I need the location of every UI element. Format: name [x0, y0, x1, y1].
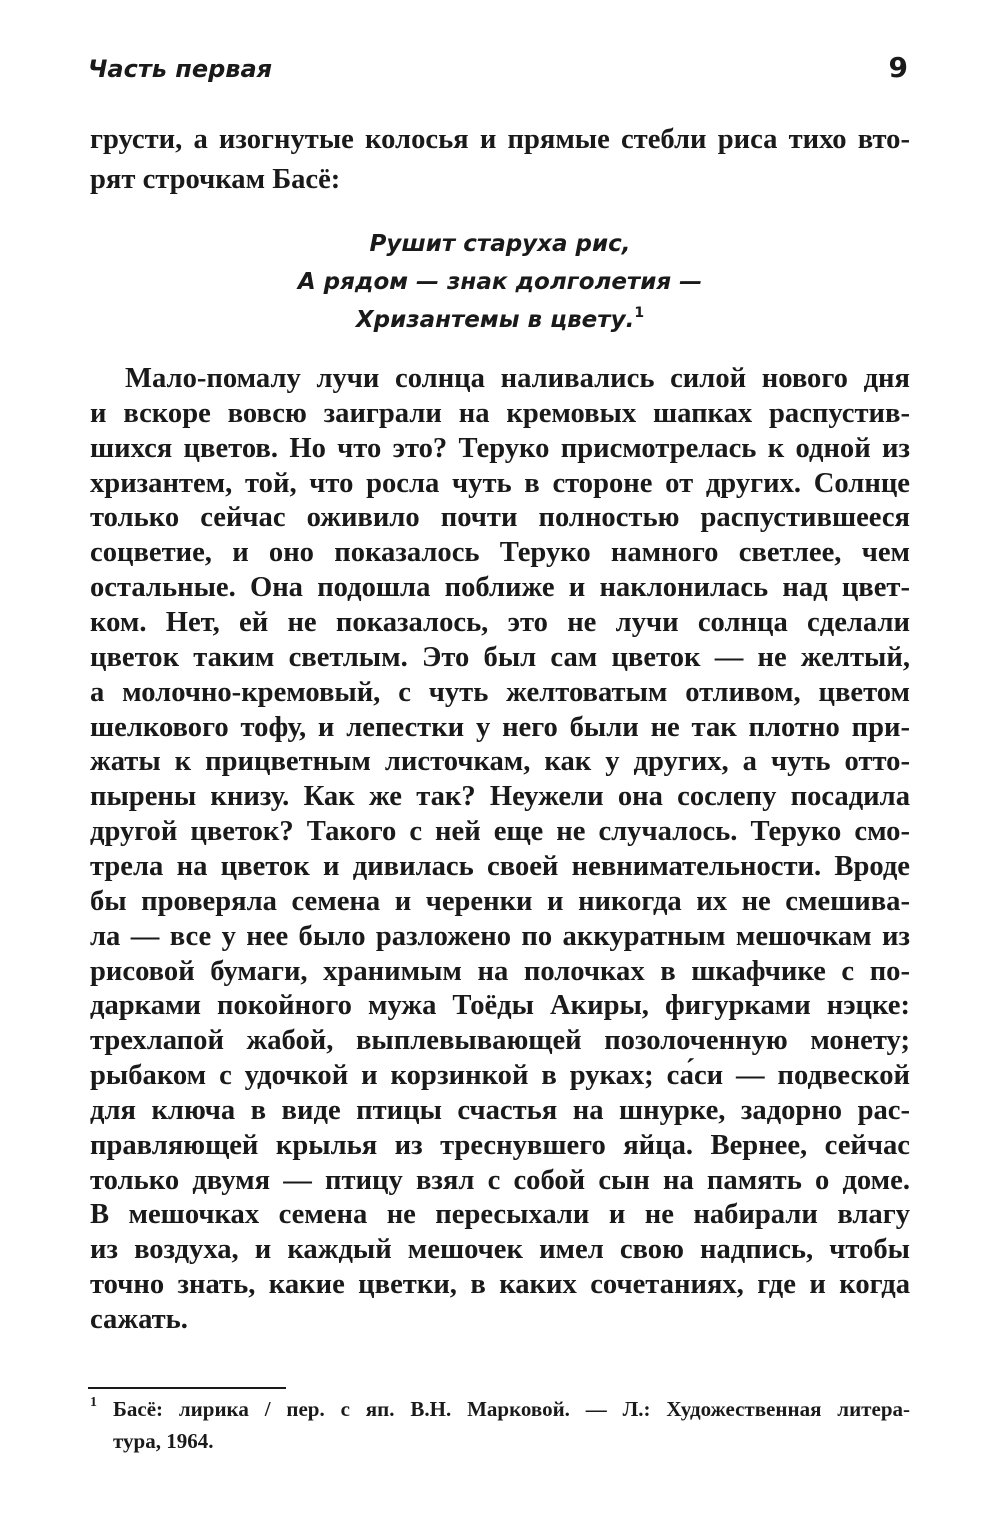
running-head: Часть первая [88, 55, 273, 83]
paragraph-line: соцветие, и оно показалось Теруко намного светлее, чем [90, 537, 910, 569]
paragraph-line: ла — все у нее было разложено по аккуратным мешочкам из [90, 920, 910, 952]
paragraph-line: сажать. [90, 1304, 188, 1335]
paragraph-line: только сейчас оживило почти полностью распустившееся [90, 502, 910, 534]
footnote-marker: 1 [90, 1395, 97, 1410]
paragraph-line: и вскоре вовсю заиграли на кремовых шапках распустив- [90, 397, 910, 429]
poem-line-with-footnote [0, 301, 1000, 339]
paragraph-line: остальные. Она подошла поближе и наклонилась над цвет- [90, 572, 910, 604]
paragraph-line: хризантем, той, что росла чуть в стороне от других. Солнце [90, 467, 910, 499]
footnote-reference[interactable]: 1 [634, 305, 645, 321]
text-line: грусти, а изогнутые колосья и прямые стебли риса тихо вто- [90, 124, 910, 155]
paragraph-line: трехлапой жабой, выплевывающей позолоченную монету; [90, 1025, 910, 1057]
paragraph-line: В мешочках семена не пересыхали и не набирали влагу [90, 1199, 910, 1231]
poem-line: А рядом — знак долголетия — [297, 269, 703, 295]
page-header [0, 52, 1000, 92]
paragraph-line: точно знать, какие цветки, в каких сочетаниях, где и когда [90, 1269, 910, 1301]
paragraph-line: жаты к прицветным листочкам, как у других, а чуть отто- [90, 746, 910, 778]
paragraph-line: рыбаком с удочкой и корзинкой в руках; са́си — подвеской [90, 1060, 910, 1091]
paragraph-line: бы проверяла семена и черенки и никогда их не смешива- [90, 885, 910, 917]
paragraph-line: другой цветок? Такого с ней еще не случалось. Теруко смо- [90, 816, 910, 847]
paragraph-line: из воздуха, и каждый мешочек имел свою надпись, чтобы [90, 1234, 910, 1266]
footnote-line: тура, 1964. [113, 1429, 214, 1453]
paragraph-line: для ключа в виде птицы счастья на шнурке, задорно рас- [90, 1094, 910, 1126]
paragraph-line: Мало-помалу лучи солнца наливались силой нового дня [125, 363, 910, 394]
page-number: 9 [888, 51, 908, 84]
paragraph-line: трела на цветок и дивилась своей невнимательности. Вроде [90, 850, 910, 882]
poem-line: Хризантемы в цвету. [355, 307, 635, 333]
paragraph-line: ком. Нет, ей не показалось, это не лучи солнца сделали [90, 607, 910, 638]
paragraph-line: правляющей крылья из треснувшего яйца. Вернее, сейчас [90, 1129, 910, 1161]
paragraph-line: пырены книзу. Как же так? Неужели она сослепу посадила [90, 781, 910, 813]
paragraph-line: только двумя — птицу взял с собой сын на память о доме. [90, 1164, 910, 1196]
paragraph-line: дарками покойного мужа Тоёды Акиры, фигурками нэцке: [90, 990, 910, 1022]
paragraph-line: шелкового тофу, и лепестки у него были не так плотно при- [90, 711, 910, 743]
poem-line: Рушит старуха рис, [369, 231, 631, 257]
text-line: рят строчкам Басё: [90, 164, 341, 195]
paragraph-line: шихся цветов. Но что это? Теруко присмотрелась к одной из [90, 432, 910, 464]
paragraph-line: а молочно-кремовый, с чуть желтоватым отливом, цветом [90, 676, 910, 708]
footnote-line: Басё: лирика / пер. с яп. В.Н. Марковой. — Л.: Художественная литера- [113, 1397, 910, 1421]
footnote-divider [88, 1387, 286, 1389]
paragraph-line: рисовой бумаги, хранимым на полочках в шкафчике с по- [90, 955, 910, 987]
paragraph-line: цветок таким светлым. Это был сам цветок — не желтый, [90, 641, 910, 673]
